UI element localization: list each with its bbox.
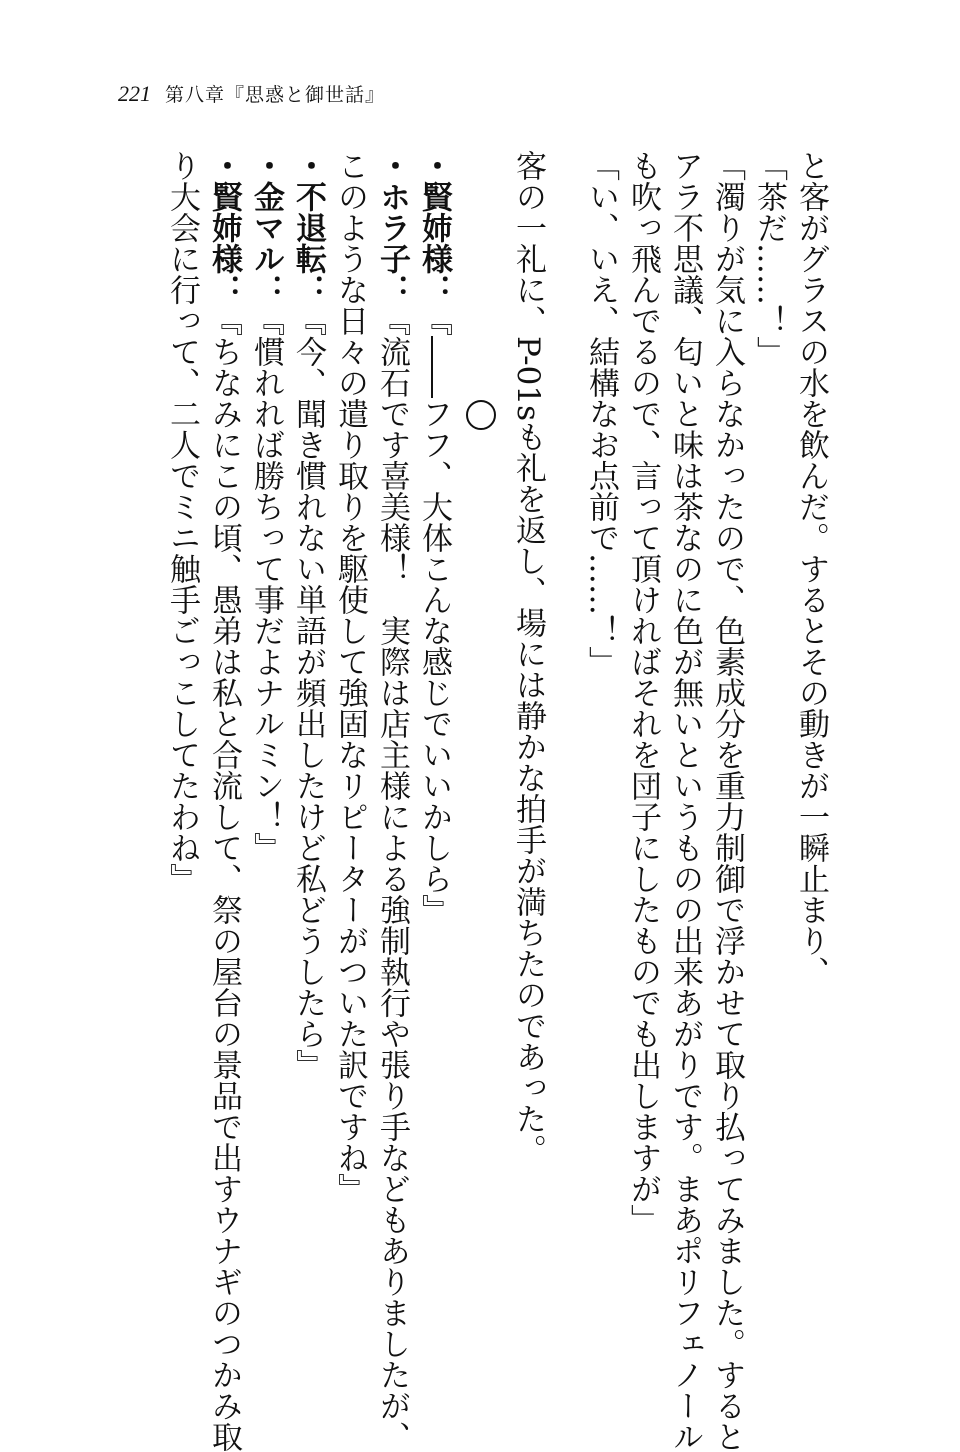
text-line: 「濁りが気に入らなかったので、色素成分を重力制御で浮かせて取り払ってみました。すると bbox=[709, 150, 745, 1452]
dialogue-line bbox=[287, 150, 329, 1310]
dialogue-text: り大会に行って、二人でミニ触手ごっこしてたわね』 bbox=[164, 150, 200, 894]
text-line: も吹っ飛んでるので、言って頂ければそれを団子にしたものでも出しますが」 bbox=[625, 150, 661, 1235]
dialogue-line bbox=[413, 150, 455, 1310]
dialogue-line bbox=[161, 150, 203, 1310]
text-line: 「い、いえ、結構なお点前で……！」 bbox=[583, 150, 619, 677]
dialogue-line bbox=[329, 150, 371, 1310]
dialogue-line bbox=[371, 150, 413, 1452]
dialogue-text: 『慣れれば勝ちって事だよナルミン！』 bbox=[248, 305, 284, 863]
section-break bbox=[455, 150, 507, 1310]
dialogue-text: このような日々の遣り取りを駆使して強固なリピーターがついた訳ですね』 bbox=[332, 150, 368, 1204]
text-line: 客の一礼に、P-01sも礼を返し、場には静かな拍手が満ちたのであった。 bbox=[510, 150, 546, 1165]
speaker-name: ・金マル： bbox=[248, 150, 284, 305]
text-line: 「茶だ……！」 bbox=[751, 150, 787, 367]
page-number: 221 bbox=[118, 81, 151, 106]
chapter-title: 第八章『思惑と御世話』 bbox=[165, 84, 386, 106]
text-line: と客がグラスの水を飲んだ。するとその動きが一瞬止まり、 bbox=[793, 150, 829, 987]
speaker-name: ・賢姉様： bbox=[206, 150, 242, 305]
speaker-name: ・賢姉様： bbox=[416, 150, 452, 305]
dialogue-text: 『今、聞き慣れない単語が頻出したけど私どうしたら』 bbox=[290, 305, 326, 1080]
dialogue-text: 『ちなみにこの頃、愚弟は私と合流して、祭の屋台の景品で出すウナギのつかみ取 bbox=[206, 305, 242, 1452]
vertical-body-text bbox=[112, 150, 832, 1452]
dialogue-line bbox=[245, 150, 287, 1310]
section-break-circle-icon bbox=[466, 400, 496, 430]
page-header bbox=[118, 80, 385, 110]
dialogue-text: 『――フフ、大体こんな感じでいいかしら』 bbox=[416, 305, 452, 925]
text-line: アラ不思議、匂いと味は茶なのに色が無いというものの出来あがりです。まあポリフェノール bbox=[667, 150, 703, 1452]
dialogue-text: 『流石です喜美様！ 実際は店主様による強制執行や張り手などもありましたが、 bbox=[374, 305, 410, 1452]
speaker-name: ・ホラ子： bbox=[374, 150, 410, 305]
dialogue-line bbox=[203, 150, 245, 1452]
speaker-name: ・不退転： bbox=[290, 150, 326, 305]
